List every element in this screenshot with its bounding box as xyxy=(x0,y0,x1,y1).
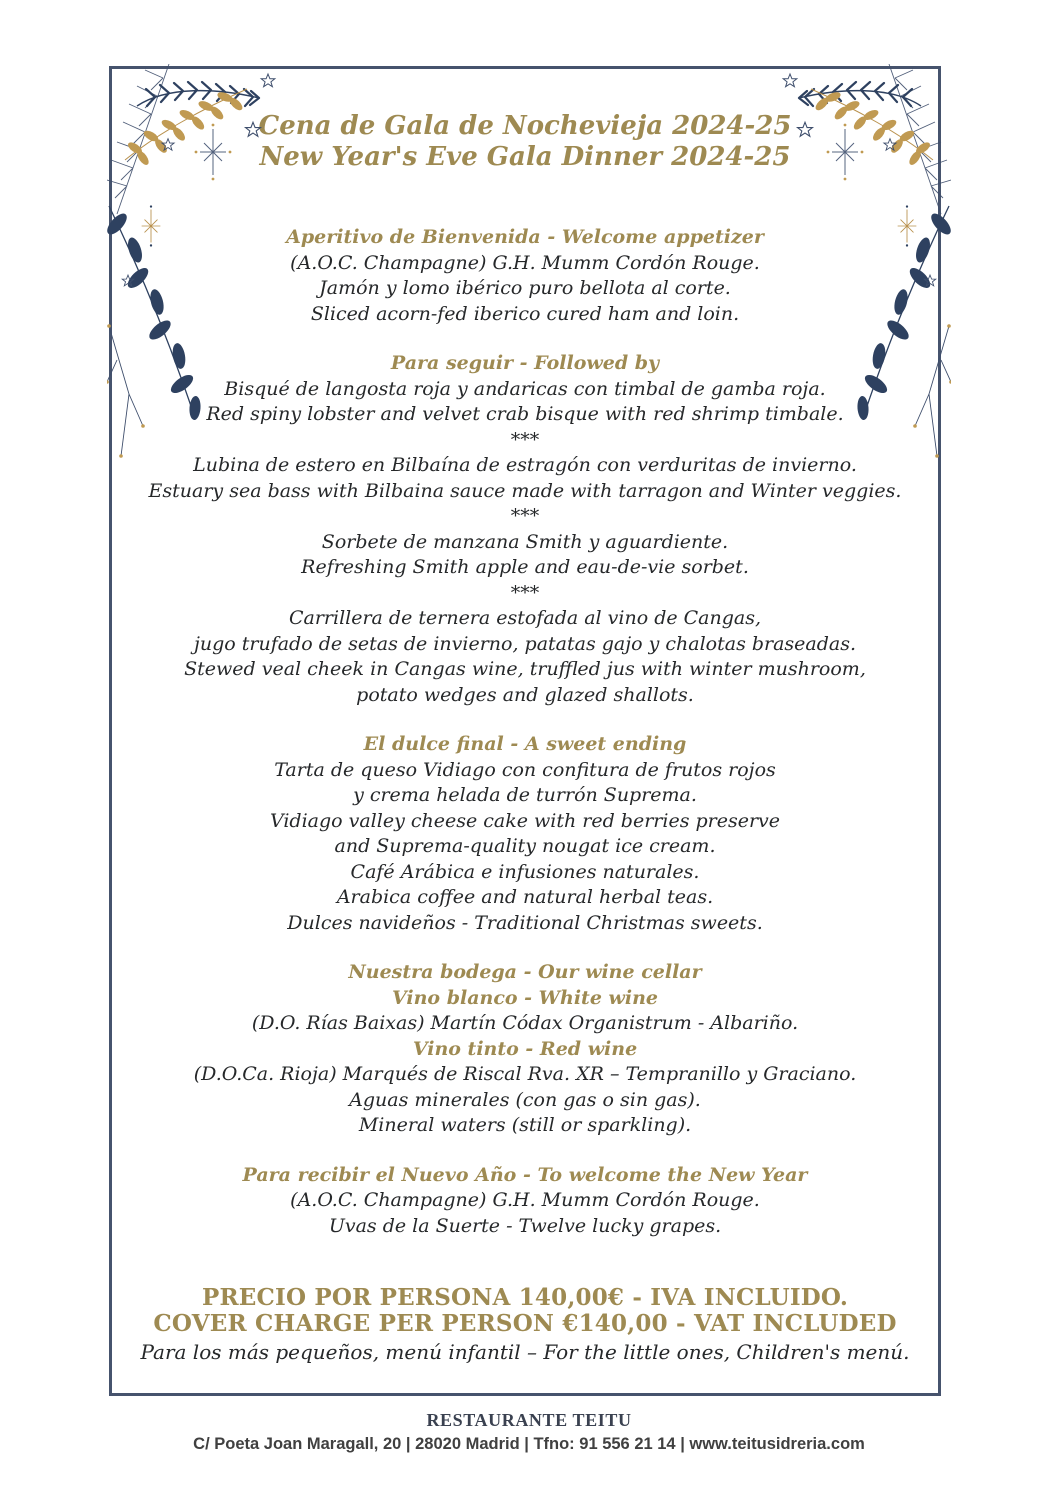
menu-line: Bisqué de langosta roja y andaricas con timbal de gamba roja. xyxy=(224,377,826,400)
section-heading: El dulce final - A sweet ending xyxy=(363,733,687,755)
menu-content xyxy=(112,69,938,1365)
menu-line: Arabica coffee and natural herbal teas. xyxy=(336,886,714,908)
menu-border-frame xyxy=(109,66,941,1396)
footer xyxy=(0,1408,1058,1457)
menu-line: y crema helada de turrón Suprema. xyxy=(353,784,697,806)
menu-line: Red spiny lobster and velvet crab bisque with red shrimp timbale. xyxy=(206,403,844,425)
menu-line: Refreshing Smith apple and eau-de-vie sorbet. xyxy=(301,556,749,578)
menu-line: and Suprema-quality nougat ice cream. xyxy=(334,835,716,857)
menu-line: Sliced acorn-fed iberico cured ham and loin. xyxy=(310,302,740,325)
menu-line: Tarta de queso Vidiago con confitura de frutos rojos xyxy=(274,758,776,781)
menu-line: Vidiago valley cheese cake with red berries preserve xyxy=(269,809,781,832)
course-separator: *** xyxy=(510,505,540,527)
price-line-english: COVER CHARGE PER PERSON €140,00 - VAT INCLUDED xyxy=(153,1310,897,1337)
menu-line: Stewed veal cheek in Cangas wine, truffled jus with winter mushroom, xyxy=(184,658,866,680)
menu-title xyxy=(112,111,938,173)
menu-title-spanish: Cena de Gala de Nochevieja 2024-25 xyxy=(258,111,792,141)
menu-line: (D.O. Rías Baixas) Martín Códax Organistrum - Albariño. xyxy=(251,1012,799,1034)
section-heading: Nuestra bodega - Our wine cellar xyxy=(348,961,702,983)
price-line-spanish: PRECIO POR PERSONA 140,00€ - IVA INCLUIDO. xyxy=(201,1284,849,1311)
children-menu-note: Para los más pequeños, menú infantil – For the little ones, Children's menú. xyxy=(140,1340,910,1364)
menu-line: Café Arábica e infusiones naturales. xyxy=(350,860,700,883)
menu-section-welcome-appetizer xyxy=(112,225,938,327)
menu-section-followed-by xyxy=(112,351,938,708)
pricing-section xyxy=(112,1285,938,1365)
menu-line: Dulces navideños - Traditional Christmas sweets. xyxy=(287,911,763,934)
section-heading: Para seguir - Followed by xyxy=(390,352,660,374)
restaurant-address: C/ Poeta Joan Maragall, 20 | 28020 Madrid | Tfno: 91 556 21 14 | www.teitusidreria.com xyxy=(193,1435,865,1453)
menu-line: potato wedges and glazed shallots. xyxy=(356,683,694,706)
menu-section-wine-cellar xyxy=(112,960,938,1139)
section-heading: Para recibir el Nuevo Año - To welcome the New Year xyxy=(242,1163,808,1186)
menu-line: Lubina de estero en Bilbaína de estragón con verduritas de invierno. xyxy=(193,454,857,476)
menu-section-dessert xyxy=(112,732,938,936)
menu-line: Uvas de la Suerte - Twelve lucky grapes. xyxy=(328,1214,722,1237)
menu-line: Aguas minerales (con gas o sin gas). xyxy=(349,1088,701,1111)
restaurant-name: RESTAURANTE TEITU xyxy=(426,1410,632,1430)
course-separator: *** xyxy=(510,428,540,451)
menu-title-english: New Year's Eve Gala Dinner 2024-25 xyxy=(259,142,791,172)
menu-line: Mineral waters (still or sparkling). xyxy=(358,1114,692,1136)
white-wine-heading: Vino blanco - White wine xyxy=(391,986,659,1009)
menu-line: Sorbete de manzana Smith y aguardiente. xyxy=(321,530,729,553)
menu-line: (D.O.Ca. Rioja) Marqués de Riscal Rva. XR – Tempranillo y Graciano. xyxy=(193,1063,857,1085)
menu-line: (A.O.C. Champagne) G.H. Mumm Cordón Rouge. xyxy=(290,1189,760,1211)
menu-line: (A.O.C. Champagne) G.H. Mumm Cordón Rouge. xyxy=(290,251,760,274)
course-separator: *** xyxy=(510,581,540,604)
red-wine-heading: Vino tinto - Red wine xyxy=(412,1037,638,1060)
menu-line: jugo trufado de setas de invierno, patatas gajo y chalotas braseadas. xyxy=(193,632,857,655)
menu-line: Estuary sea bass with Bilbaina sauce made with tarragon and Winter veggies. xyxy=(148,479,902,502)
section-heading: Aperitivo de Bienvenida - Welcome appetizer xyxy=(286,226,764,248)
menu-line: Carrillera de ternera estofada al vino de Cangas, xyxy=(288,607,762,629)
menu-section-new-year xyxy=(112,1163,938,1240)
menu-line: Jamón y lomo ibérico puro bellota al corte. xyxy=(319,277,731,299)
